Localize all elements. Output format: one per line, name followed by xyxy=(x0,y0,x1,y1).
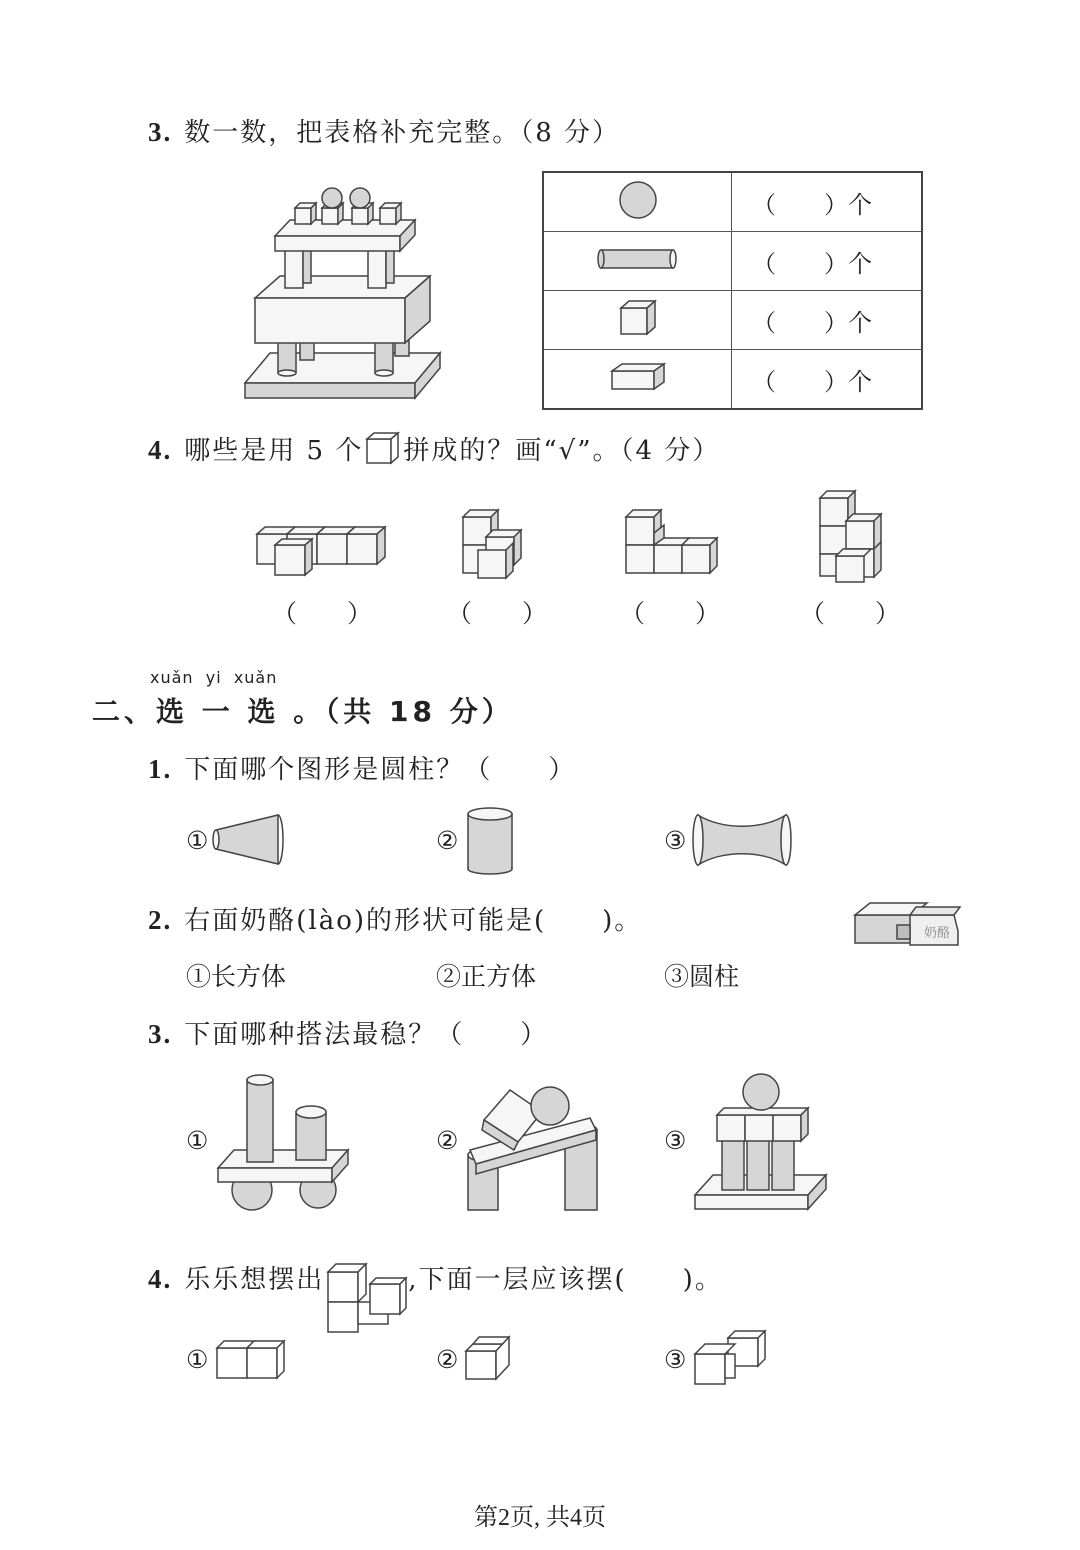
cube-arrangement-b xyxy=(458,505,528,580)
s2q3-option-3-mark[interactable]: ③ xyxy=(664,1126,687,1155)
stack-option-1-figure xyxy=(214,1070,354,1210)
q3-number: 3. xyxy=(148,117,173,147)
q3-text: 数一数，把表格补充完整。（8 分） xyxy=(184,118,621,148)
truncated-cone-icon xyxy=(212,812,287,867)
section2-pinyin: xuǎn yi xuǎn xyxy=(150,668,278,687)
table-row xyxy=(543,232,922,291)
cube-arrangement-d xyxy=(818,488,888,588)
block-building-figure xyxy=(240,178,450,403)
s2q4-option-3-mark[interactable]: ③ xyxy=(664,1345,687,1374)
hourglass-shape-icon xyxy=(692,812,797,870)
q4-number: 4. xyxy=(148,435,173,465)
cylinder-upright-icon xyxy=(464,805,519,875)
layer-option-3-figure xyxy=(692,1328,776,1388)
cheese-package-image xyxy=(852,895,964,953)
s2q4-text-before: 乐乐想摆出 xyxy=(184,1265,325,1295)
layer-option-1-figure xyxy=(214,1333,292,1383)
layer-option-2-figure xyxy=(463,1333,513,1383)
s2q1-option-1-mark[interactable]: ① xyxy=(186,826,209,855)
s2q2-number: 2. xyxy=(148,905,173,935)
s2q4-option-2-mark[interactable]: ② xyxy=(436,1345,459,1374)
table-cell-shape xyxy=(543,291,732,350)
target-cube-stack-figure xyxy=(326,1254,406,1334)
q4-answer-blank-4[interactable]: （ ） xyxy=(800,599,901,628)
s2q2-prompt xyxy=(148,900,642,937)
s2q2-option-1[interactable]: ①长方体 xyxy=(186,962,287,991)
s2q1-option-2-mark[interactable]: ② xyxy=(436,826,459,855)
stack-option-3-figure xyxy=(692,1070,832,1215)
q4-answer-blank-3[interactable]: （ ） xyxy=(620,599,721,628)
q4-answer-blank-2[interactable]: （ ） xyxy=(447,599,548,628)
s2q4-number: 4. xyxy=(148,1264,173,1294)
page-footer: 第2页, 共4页 xyxy=(474,1505,606,1531)
table-row xyxy=(543,291,922,350)
s2q2-option-3[interactable]: ③圆柱 xyxy=(664,962,740,991)
s2q4-prompt xyxy=(148,1254,723,1334)
s2q3-number: 3. xyxy=(148,1019,173,1049)
table-row xyxy=(543,172,922,232)
s2q2-option-2[interactable]: ②正方体 xyxy=(436,962,537,991)
count-blank[interactable]: （ ）个 xyxy=(732,232,923,291)
cube-icon xyxy=(618,298,658,338)
s2q4-text-after: ,下面一层应该摆( )。 xyxy=(408,1265,723,1295)
table-row xyxy=(543,350,922,410)
s2q3-text: 下面哪种搭法最稳？（ ） xyxy=(184,1020,549,1050)
count-table xyxy=(542,171,923,410)
table-cell-shape xyxy=(543,350,732,410)
cube-arrangement-a xyxy=(255,520,385,580)
count-blank[interactable]: （ ）个 xyxy=(732,291,923,350)
package-label: 奶酪 xyxy=(924,926,951,941)
sphere-icon xyxy=(618,180,658,220)
cube-icon xyxy=(365,431,401,465)
stack-option-2-figure xyxy=(462,1070,607,1215)
count-blank[interactable]: （ ）个 xyxy=(732,350,923,410)
q4-prompt xyxy=(148,430,720,467)
q4-text-before: 哪些是用 5 个 xyxy=(184,436,364,466)
q4-answer-blank-1[interactable]: （ ） xyxy=(272,599,373,628)
s2q1-prompt xyxy=(148,749,576,786)
q4-text-after: 拼成的？画“√”。（4 分） xyxy=(403,436,721,466)
s2q1-option-3-mark[interactable]: ③ xyxy=(664,826,687,855)
count-blank[interactable]: （ ）个 xyxy=(732,172,923,232)
q3-prompt xyxy=(148,112,620,149)
s2q3-option-1-mark[interactable]: ① xyxy=(186,1126,209,1155)
section2-title: 二、选 一 选 。（共 18 分） xyxy=(92,695,514,728)
table-cell-shape xyxy=(543,232,732,291)
cuboid-icon xyxy=(609,361,667,393)
cube-arrangement-c xyxy=(624,505,719,575)
s2q3-option-2-mark[interactable]: ② xyxy=(436,1126,459,1155)
s2q4-option-1-mark[interactable]: ① xyxy=(186,1345,209,1374)
cylinder-icon xyxy=(597,247,679,271)
s2q1-number: 1. xyxy=(148,754,173,784)
table-cell-shape xyxy=(543,172,732,232)
s2q3-prompt xyxy=(148,1014,548,1051)
s2q2-text: 右面奶酪(lào)的形状可能是( )。 xyxy=(184,906,643,936)
s2q1-text: 下面哪个图形是圆柱？（ ） xyxy=(184,755,577,785)
